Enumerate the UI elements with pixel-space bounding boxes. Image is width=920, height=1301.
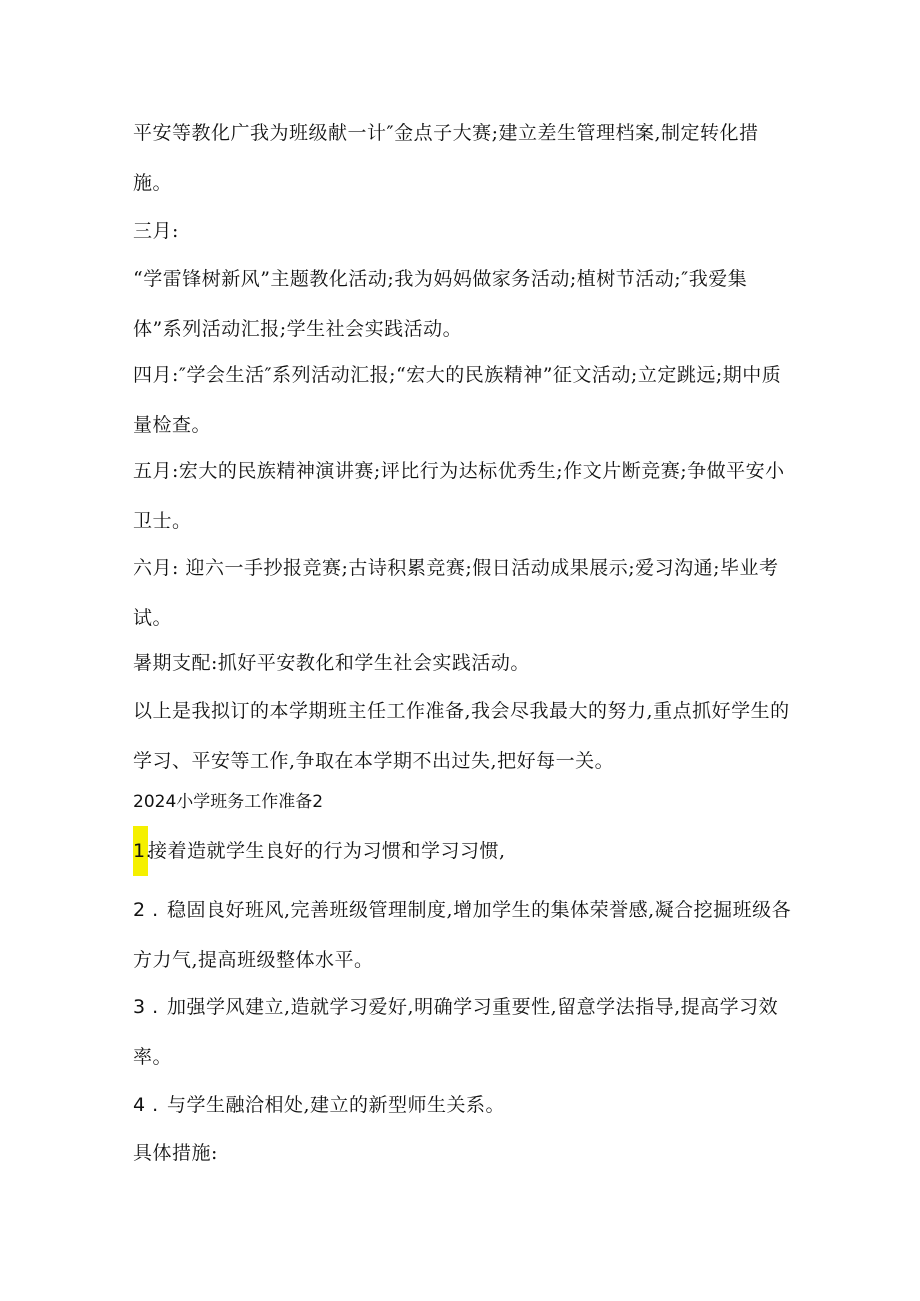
paragraph-march: “学雷锋树新风”主题教化活动;我为妈妈做家务活动;植树节活动;″我爱集体”系列活动汇报;学生社会实践活动。 <box>133 268 748 340</box>
list-text: 与学生融洽相处,建立的新型师生关系。 <box>167 1094 506 1116</box>
paragraph-may: 五月:宏大的民族精神演讲赛;评比行为达标优秀生;作文片断竞赛;争做平安小卫士。 <box>133 460 785 532</box>
list-text: 加强学风建立,造就学习爱好,明确学习重要性,留意学法指导,提高学习效率。 <box>133 996 779 1068</box>
paragraph-march-label: 三月: <box>133 220 179 242</box>
paragraph-april: 四月:″学会生活″系列活动汇报;“宏大的民族精神”征文活动;立定跳远;期中质量检查。 <box>133 364 782 436</box>
list-number: 1. <box>133 840 153 862</box>
list-item-2 <box>133 885 793 985</box>
list-text: 稳固良好班风,完善班级管理制度,增加学生的集体荣誉感,凝合挖掘班级各方力气,提高班级整体水平。 <box>133 899 792 971</box>
list-item-3 <box>133 982 793 1082</box>
list-number: 4 . <box>133 1094 159 1116</box>
list-number: 3 . <box>133 996 159 1018</box>
list-item-1 <box>133 826 793 876</box>
paragraph-summer: 暑期支配:抓好平安教化和学生社会实践活动。 <box>133 652 530 674</box>
paragraph-intro: 平安等教化广我为班级献一计″金点子大赛;建立差生管理档案,制定转化措施。 <box>133 122 759 194</box>
paragraph-closing: 具体措施: <box>133 1142 218 1164</box>
paragraph-june: 六月: 迎六一手抄报竞赛;古诗积累竞赛;假日活动成果展示;爱习沟通;毕业考试。 <box>133 557 779 629</box>
list-item-4 <box>133 1080 793 1130</box>
section-heading: 2024小学班务工作准备2 <box>133 792 324 812</box>
paragraph-conclusion: 以上是我拟订的本学期班主任工作准备,我会尽我最大的努力,重点抓好学生的学习、平安等工作,争取在本学期不出过失,把好每一关。 <box>133 700 790 772</box>
list-number: 2 . <box>133 899 159 921</box>
list-text: 接着造就学生良好的行为习惯和学习习惯, <box>148 840 506 862</box>
